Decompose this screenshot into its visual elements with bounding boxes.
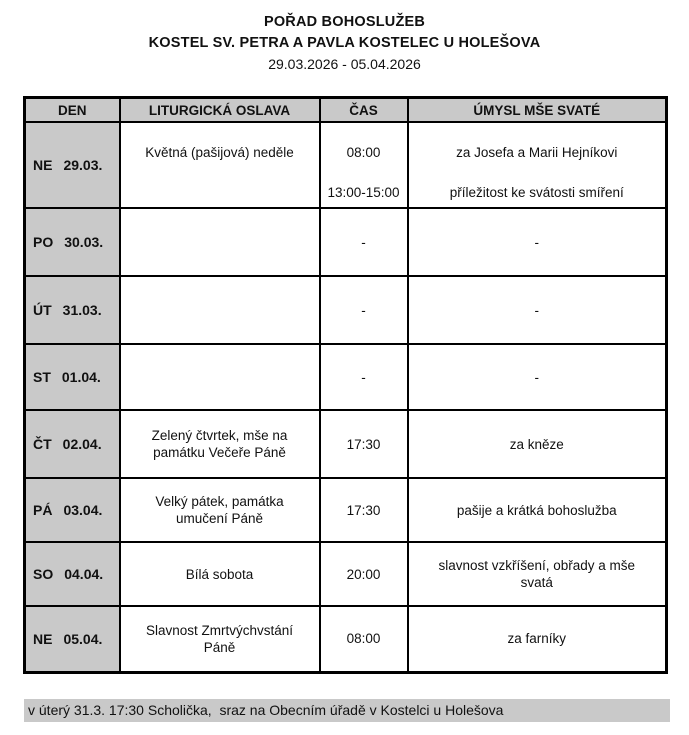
- day-abbrev: ČT: [33, 436, 52, 452]
- intention-cell: za farníky: [408, 606, 667, 672]
- schedule-table: [23, 96, 668, 674]
- header-den: DEN: [25, 98, 120, 123]
- intention-cell: -: [408, 208, 667, 276]
- church-title: KOSTEL SV. PETRA A PAVLA KOSTELEC U HOLEŠOVA: [148, 35, 541, 51]
- day-cell: [25, 208, 120, 276]
- table-row: [25, 276, 667, 344]
- celebration-cell: Velký pátek, památka umučení Páně: [120, 478, 320, 542]
- header-umysl: ÚMYSL MŠE SVATÉ: [408, 98, 667, 123]
- day-abbrev: PÁ: [33, 502, 53, 518]
- day-cell: [25, 344, 120, 410]
- day-abbrev: NE: [33, 157, 53, 173]
- time-cell: 20:00: [320, 542, 408, 606]
- day-date: 03.04.: [63, 502, 103, 518]
- time-text-2: 13:00-15:00: [327, 185, 400, 200]
- time-cell: -: [320, 208, 408, 276]
- intention-cell: -: [408, 276, 667, 344]
- day-cell: [25, 276, 120, 344]
- day-abbrev: ST: [33, 369, 51, 385]
- day-cell: [25, 122, 120, 208]
- day-date: 02.04.: [62, 436, 102, 452]
- table-row: [25, 410, 667, 478]
- page-title: POŘAD BOHOSLUŽEB: [263, 14, 426, 30]
- day-cell: [25, 606, 120, 672]
- intention-text: za Josefa a Marii Hejníkovi: [456, 145, 618, 160]
- document-header: [0, 12, 689, 75]
- time-cell: [320, 122, 408, 208]
- table-row: [25, 344, 667, 410]
- time-cell: 17:30: [320, 410, 408, 478]
- time-text: 08:00: [346, 145, 381, 160]
- table-row: [25, 542, 667, 606]
- table-row: [25, 606, 667, 672]
- table-row: [25, 478, 667, 542]
- intention-cell: pašije a krátká bohoslužba: [408, 478, 667, 542]
- celebration-cell: Slavnost Zmrtvýchvstání Páně: [120, 606, 320, 672]
- day-date: 04.04.: [64, 566, 104, 582]
- celebration-text: Květná (pašijová) neděle: [145, 145, 294, 160]
- celebration-cell: [120, 208, 320, 276]
- day-cell: [25, 410, 120, 478]
- time-cell: 08:00: [320, 606, 408, 672]
- intention-cell: za kněze: [408, 410, 667, 478]
- header-liturgicka-oslava: LITURGICKÁ OSLAVA: [120, 98, 320, 123]
- day-date: 29.03.: [63, 157, 103, 173]
- celebration-cell: [120, 344, 320, 410]
- day-date: 01.04.: [61, 369, 101, 385]
- celebration-cell: Bílá sobota: [120, 542, 320, 606]
- header-cas: ČAS: [320, 98, 408, 123]
- table-header-row: [25, 98, 667, 123]
- day-abbrev: SO: [33, 566, 54, 582]
- table-row: [25, 208, 667, 276]
- celebration-cell: Zelený čtvrtek, mše na památku Večeře Páně: [120, 410, 320, 478]
- day-date: 31.03.: [62, 302, 102, 318]
- time-cell: 17:30: [320, 478, 408, 542]
- day-date: 30.03.: [64, 234, 104, 250]
- intention-cell: -: [408, 344, 667, 410]
- intention-cell: slavnost vzkříšení, obřady a mše svatá: [408, 542, 667, 606]
- day-cell: [25, 542, 120, 606]
- day-abbrev: PO: [33, 234, 54, 250]
- day-abbrev: ÚT: [33, 302, 52, 318]
- intention-cell: [408, 122, 667, 208]
- day-cell: [25, 478, 120, 542]
- celebration-cell: [120, 276, 320, 344]
- day-date: 05.04.: [63, 630, 103, 647]
- date-range: 29.03.2026 - 05.04.2026: [268, 56, 421, 72]
- day-abbrev: NE: [33, 630, 53, 647]
- footer-note: v úterý 31.3. 17:30 Scholička, sraz na Obecním úřadě v Kostelci u Holešova: [24, 699, 670, 722]
- intention-text-2: příležitost ke svátosti smíření: [449, 185, 624, 200]
- time-cell: -: [320, 344, 408, 410]
- table-row: [25, 122, 667, 208]
- time-cell: -: [320, 276, 408, 344]
- celebration-cell: [120, 122, 320, 208]
